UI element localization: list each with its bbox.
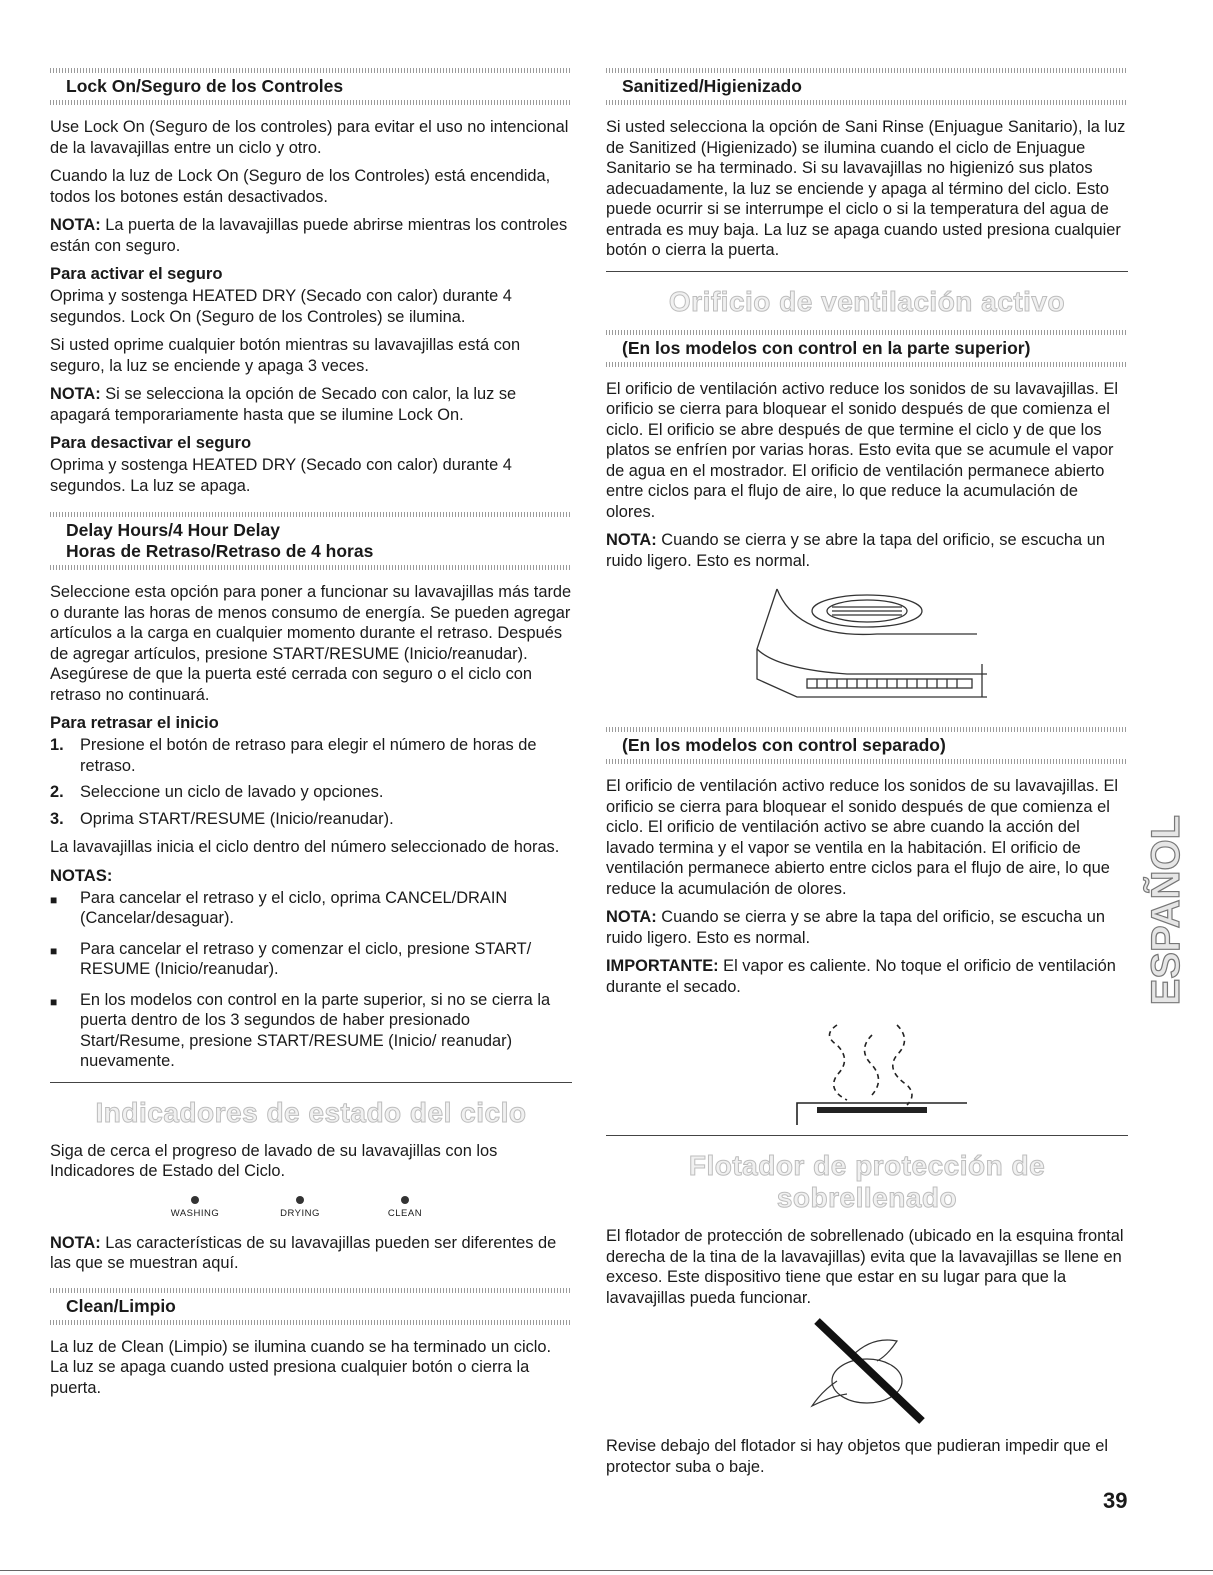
note-label: NOTA: (50, 216, 101, 234)
indicator-washing (150, 1196, 240, 1219)
status-note (50, 1233, 572, 1274)
vent-important (606, 956, 1128, 997)
clean-paragraph: La luz de Clean (Limpio) se ilumina cuando se ha terminado un ciclo. La luz se apaga cuando usted presiona cualquier botón o cierra la puerta. (50, 1337, 552, 1397)
indicator-clean (360, 1196, 450, 1219)
bullet-text: Para cancelar el retraso y comenzar el ciclo, presione START/ RESUME (Inicio/reanudar). (80, 939, 532, 978)
sanitized-title: Sanitized/Higienizado (622, 76, 802, 96)
delay-title-en: Delay Hours/4 Hour Delay (66, 520, 280, 540)
sanitized-paragraph: Si usted selecciona la opción de Sani Rinse (Enjuague Sanitario), la luz de Sanitized (Higienizado) se ilumina cuando el ciclo de Enjuague Sanitario se ha terminado. Si su lavavajillas no higienizó sus platos adecuadamente, la luz se enciende y apaga al término del ciclo. Esto puede ocurrir si se interrumpe el ciclo o si la temperatura del agua de entrada es muy baja. La luz se apaga cuando usted presiona cualquier botón o cierra la puerta. (606, 118, 1126, 259)
list-item (50, 939, 572, 980)
lock-section-heading (50, 68, 572, 105)
list-item (50, 990, 572, 1072)
clean-section-heading (50, 1288, 572, 1325)
bullet-square-icon: ■ (50, 892, 58, 907)
activate-lock-paragraph: Oprima y sostenga HEATED DRY (Secado con calor) durante 4 segundos. Lock On (Seguro de los Controles) se ilumina. (50, 287, 512, 326)
lock-paragraph-1: Use Lock On (Seguro de los controles) para evitar el uso no intencional de la lavavajillas entre un ciclo y otro. (50, 118, 569, 157)
step-number: 1. (50, 736, 64, 754)
vent-note-2 (606, 907, 1128, 948)
bullet-square-icon: ■ (50, 943, 58, 958)
bullet-square-icon: ■ (50, 994, 58, 1009)
right-column (606, 68, 1128, 1485)
status-paragraph: Siga de cerca el progreso de lavado de su lavavajillas con los Indicadores de Estado del Ciclo. (50, 1141, 498, 1180)
delay-start-title: Para retrasar el inicio (50, 713, 219, 732)
vent-sub2-title: (En los modelos con control separado) (622, 735, 946, 755)
note-label: NOTA: (606, 531, 657, 549)
section-divider (606, 1135, 1128, 1136)
delay-title-es: Horas de Retraso/Retraso de 4 horas (66, 541, 374, 561)
float-section-title: Flotador de protección de sobrellenado (688, 1150, 1046, 1213)
float-paragraph-2: Revise debajo del flotador si hay objetos que pudieran impedir que el protector suba o baje. (606, 1437, 1109, 1476)
notes-label: NOTAS: (50, 865, 113, 885)
lock-note-1 (50, 215, 572, 256)
activate-lock-title: Para activar el seguro (50, 264, 223, 283)
note-label: NOTA: (50, 1233, 101, 1252)
vent-section-title: Orificio de ventilación activo (668, 285, 1066, 317)
indicator-label: CLEAN (387, 1207, 423, 1219)
lock-note-2 (50, 384, 572, 425)
status-indicators (150, 1196, 450, 1219)
list-item (50, 888, 572, 929)
language-side-tab (1144, 815, 1188, 1065)
note-label: NOTA: (50, 385, 101, 403)
steam-vent-illustration (767, 1005, 967, 1125)
page-bottom-rule (0, 1570, 1213, 1571)
deactivate-lock-title: Para desactivar el seguro (50, 433, 252, 452)
indicator-label: DRYING (280, 1207, 320, 1219)
vent-illustration (737, 579, 997, 719)
sanitized-section-heading (606, 68, 1128, 105)
left-column (50, 68, 572, 1406)
delay-paragraph-1: Seleccione esta opción para poner a funcionar su lavavajillas más tarde o durante las horas de menos consumo de energía. Se pueden agregar artículos a la carga en cualquier momento durante el retraso. Después de agregar artículos, presione START/RESUME (Inicio/reanudar). Asegúrese de que la puerta esté cerrada con seguro o el ciclo con retraso no continuará. (50, 583, 572, 704)
list-item (50, 809, 572, 830)
delay-section-heading (50, 512, 572, 570)
important-label: IMPORTANTE: (606, 957, 719, 975)
note-text: Si se selecciona la opción de Secado con calor, la luz se apagará temporariamente hasta que se ilumine Lock On. (50, 385, 517, 424)
indicator-drying (255, 1196, 345, 1219)
delay-notes-list (50, 888, 572, 1072)
step-number: 2. (50, 783, 64, 801)
lock-title: Lock On/Seguro de los Controles (66, 76, 344, 96)
indicator-light-icon (401, 1196, 409, 1204)
section-divider (50, 1082, 572, 1083)
list-item (50, 735, 572, 776)
deactivate-lock-paragraph: Oprima y sostenga HEATED DRY (Secado con calor) durante 4 segundos. La luz se apaga. (50, 456, 512, 495)
language-tab-label: ESPAÑOL (1144, 815, 1188, 1006)
bullet-text: Para cancelar el retraso y el ciclo, oprima CANCEL/DRAIN (Cancelar/desaguar). (80, 888, 508, 927)
vent-note-1 (606, 530, 1128, 571)
activate-lock-paragraph-2: Si usted oprime cualquier botón mientras su lavavajillas está con seguro, la luz se enciende y apaga 3 veces. (50, 336, 521, 375)
note-text: Cuando se cierra y se abre la tapa del orificio, se escucha un ruido ligero. Esto es normal. (606, 531, 1105, 570)
float-paragraph-1: El flotador de protección de sobrellenado (ubicado en la esquina frontal derecha de la tina de la lavavajillas) evita que la lavavajillas se llene en exceso. Este dispositivo tiene que estar en su lugar para que la lavavajillas pueda funcionar. (606, 1227, 1124, 1307)
vent-sub1-title: (En los modelos con control en la parte superior) (622, 337, 1031, 358)
indicator-light-icon (191, 1196, 199, 1204)
clean-title: Clean/Limpio (66, 1295, 176, 1316)
note-text: Cuando se cierra y se abre la tapa del orificio, se escucha un ruido ligero. Esto es normal. (606, 908, 1105, 947)
vent-paragraph-2: El orificio de ventilación activo reduce los sonidos de su lavavajillas. El orificio se cierra para bloquear el sonido después de que comienza el ciclo. El orificio de ventilación activo se abre cuando la acción del lavado termina y el vapor se ventila en la habitación. El orificio de ventilación permanece abierto entre ciclos para el flujo de aire, lo que reduce la acumulación de olores. (606, 777, 1119, 898)
indicator-light-icon (296, 1196, 304, 1204)
vent-sub2-heading (606, 727, 1128, 764)
vent-paragraph-1: El orificio de ventilación activo reduce los sonidos de su lavavajillas. El orificio se cierra para bloquear el sonido después de que comienza el ciclo. El orificio se abre después de que termine el ciclo y de que los platos se enfríen por varias horas. Esto evita que se acumule el vapor de agua en el mostrador. El orificio de ventilación permanece abierto entre ciclos para el flujo de aire, lo que reduce la acumulación de olores. (606, 379, 1119, 521)
important-text: El vapor es caliente. No toque el orificio de ventilación durante el secado. (606, 957, 1116, 996)
step-text: Seleccione un ciclo de lavado y opciones. (80, 783, 384, 801)
step-text: Oprima START/RESUME (Inicio/reanudar). (80, 809, 394, 828)
note-text: Las características de su lavavajillas pueden ser diferentes de las que se muestran aquí. (50, 1233, 557, 1272)
bullet-text: En los modelos con control en la parte superior, si no se cierra la puerta dentro de los 3 segundos de haber presionado Start/Resume, presione START/RESUME (Inicio/ reanudar) nuevamente. (80, 990, 551, 1070)
delay-steps (50, 735, 572, 829)
page-number: 39 (1103, 1488, 1128, 1513)
lock-paragraph-2: Cuando la luz de Lock On (Seguro de los Controles) está encendida, todos los botones están desactivados. (50, 167, 551, 206)
step-text: Presione el botón de retraso para elegir el número de horas de retraso. (80, 736, 537, 775)
status-section-title: Indicadores de estado del ciclo (95, 1096, 527, 1128)
delay-paragraph-2: La lavavajillas inicia el ciclo dentro del número seleccionado de horas. (50, 838, 560, 856)
vent-slot-icon (817, 1107, 927, 1113)
step-number: 3. (50, 809, 64, 828)
note-label: NOTA: (606, 908, 657, 926)
indicator-label: WASHING (170, 1207, 220, 1219)
note-text: La puerta de la lavavajillas puede abrirse mientras los controles están con seguro. (50, 216, 568, 255)
vent-sub1-heading (606, 330, 1128, 367)
float-illustration (792, 1316, 942, 1426)
list-item (50, 782, 572, 803)
section-divider (606, 271, 1128, 272)
